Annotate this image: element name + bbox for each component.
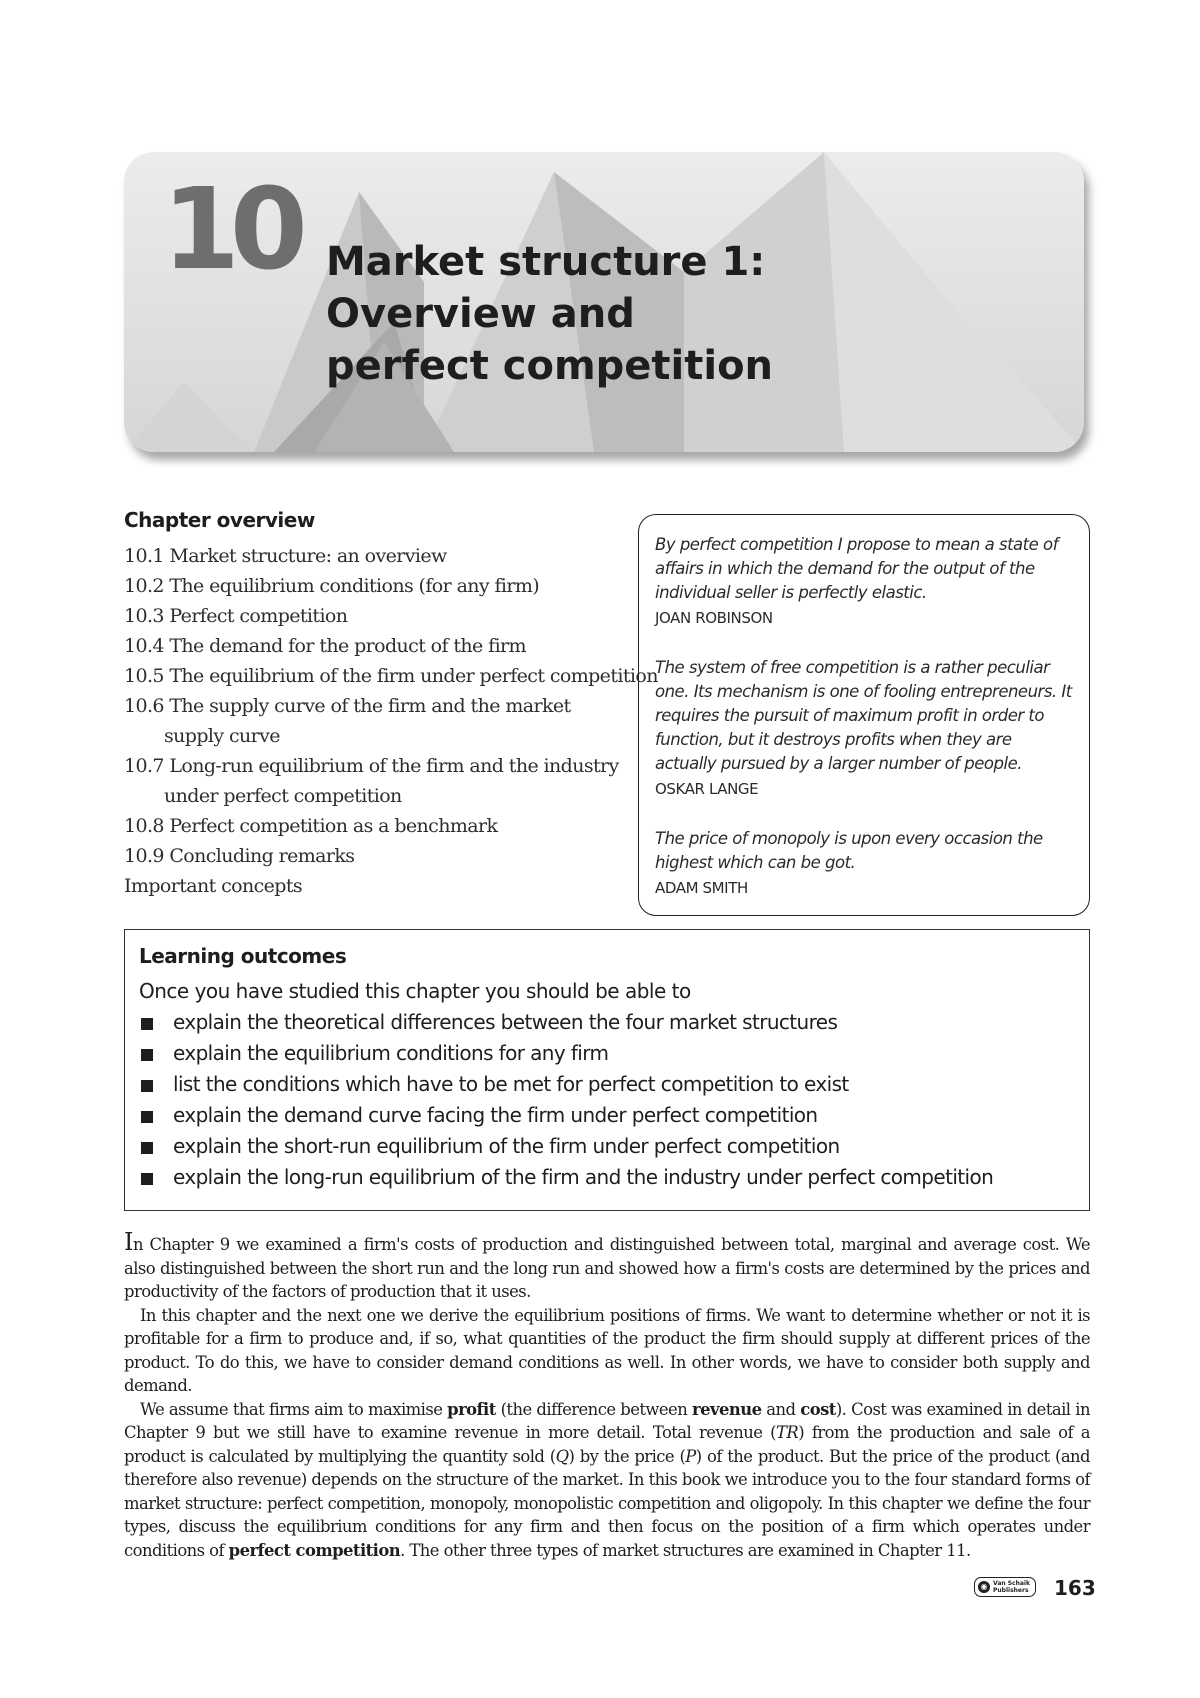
quote [655,827,1075,900]
chapter-overview [124,508,658,901]
learning-outcome-item: list the conditions which have to be met for perfect competition to exist [139,1069,1075,1100]
overview-item: Important concepts [124,875,303,897]
body-text-run: (the difference between [495,1399,693,1419]
overview-item: 10.1 Market structure: an overview [124,545,447,567]
learning-outcome-item: explain the demand curve facing the firm under perfect competition [139,1100,1075,1131]
body-paragraph [124,1398,1090,1563]
chapter-number: 10 [162,165,298,295]
body-text-run: and [761,1399,801,1419]
quote-author: ADAM SMITH [655,879,748,897]
drop-cap: I [124,1228,133,1256]
learning-outcomes-intro: Once you have studied this chapter you should be able to [139,979,691,1003]
learning-outcome-item: explain the equilibrium conditions for any firm [139,1038,1075,1069]
overview-item: 10.7 Long-run equilibrium of the firm and the industry [124,755,619,777]
chapter-title [326,236,773,392]
symbol-quantity: Q [555,1446,569,1466]
symbol-total-revenue: TR [776,1423,799,1442]
overview-item-continuation: supply curve [164,725,280,747]
body-paragraph: In this chapter and the next one we derive the equilibrium positions of firms. We want to determine whether or not it is profitable for a firm to produce and, if so, what quantities of the product the firm should supply at different prices of the product. To do this, we have to consider demand conditions as well. In other words, we have to consider both supply and demand. [124,1305,1090,1395]
key-term-revenue: revenue [692,1399,762,1419]
overview-item: 10.3 Perfect competition [124,605,348,627]
quote-author: JOAN ROBINSON [655,609,773,627]
body-paragraph [124,1228,1090,1304]
publisher-logo [974,1577,1036,1597]
key-term-perfect-competition: perfect competition [228,1540,401,1560]
publisher-logo-text: Van Schaik Publishers [993,1580,1030,1594]
quote-text: The system of free competition is a rather peculiar one. Its mechanism is one of fooling entrepreneurs. It requires the pursuit of maximum profit in order to function, but it destroys profits when they are actually pursued by a larger number of people. [655,658,1072,773]
page-footer [974,1574,1094,1602]
chapter-title-line: Market structure 1: [326,239,766,285]
quote [655,656,1075,801]
learning-outcome-item: explain the short-run equilibrium of the firm under perfect competition [139,1131,1075,1162]
body-text-run: ). Cost was examined in detail in Chapter 9 but we still have to examine revenue in more detail. Total revenue ( [124,1399,1091,1442]
body-text [124,1228,1091,1562]
chapter-title-line: Overview and [326,291,635,337]
chapter-title-line: perfect competition [326,343,774,389]
body-text-run: ) from the production and sale of a product is calculated by multiplying the quantity sold ( [124,1423,1090,1466]
chapter-overview-heading: Chapter overview [124,508,315,532]
learning-outcome-item: explain the long-run equilibrium of the firm and the industry under perfect competition [139,1162,1075,1193]
overview-item: 10.8 Perfect competition as a benchmark [124,815,498,837]
overview-item: 10.2 The equilibrium conditions (for any firm) [124,575,540,597]
quote [655,533,1075,630]
body-text-run: ) of the product. But the price of the product (and therefore also revenue) depends on the structure of the market. In this book we introduce you to the four standard forms of market structure: perfect competition, monopoly, monopolistic competition and oligopoly. In this chapter we define the four types, discuss the equilibrium conditions for any firm and then focus on the position of a firm which operates under conditions of [124,1446,1090,1560]
overview-item: 10.4 The demand for the product of the firm [124,635,526,657]
learning-outcome-item: explain the theoretical differences between the four market structures [139,1007,1075,1038]
body-text-run: . The other three types of market structures are examined in Chapter 11. [400,1540,971,1560]
symbol-price: P [685,1446,696,1466]
overview-item: 10.5 The equilibrium of the firm under perfect competition [124,665,658,687]
quotes-box [638,514,1090,916]
overview-item: 10.9 Concluding remarks [124,845,355,867]
learning-outcomes-list [139,1007,1075,1193]
body-text-run: n Chapter 9 we examined a firm's costs of production and distinguished between total, marginal and average cost. We also distinguished between the short run and the long run and showed how a firm's costs are determined by the prices and productivity of the factors of production that it uses. [124,1235,1090,1301]
overview-item: 10.6 The supply curve of the firm and the market [124,695,571,717]
body-text-run: ) by the price ( [568,1446,686,1466]
key-term-cost: cost [800,1399,836,1419]
quote-text: The price of monopoly is upon every occasion the highest which can be got. [655,829,1043,872]
key-term-profit: profit [447,1399,496,1419]
chapter-banner [124,152,1084,452]
publisher-seal-icon: ◉ [978,1581,990,1593]
quote-author: OSKAR LANGE [655,780,759,798]
body-text-run: We assume that firms aim to maximise [140,1399,448,1419]
chapter-overview-list [124,541,658,901]
learning-outcomes-heading: Learning outcomes [139,944,347,968]
page-number: 163 [1054,1576,1096,1600]
learning-outcomes-box [124,929,1090,1211]
quote-text: By perfect competition I propose to mean a state of affairs in which the demand for the output of the individual seller is perfectly elastic. [655,535,1058,602]
overview-item-continuation: under perfect competition [164,785,402,807]
